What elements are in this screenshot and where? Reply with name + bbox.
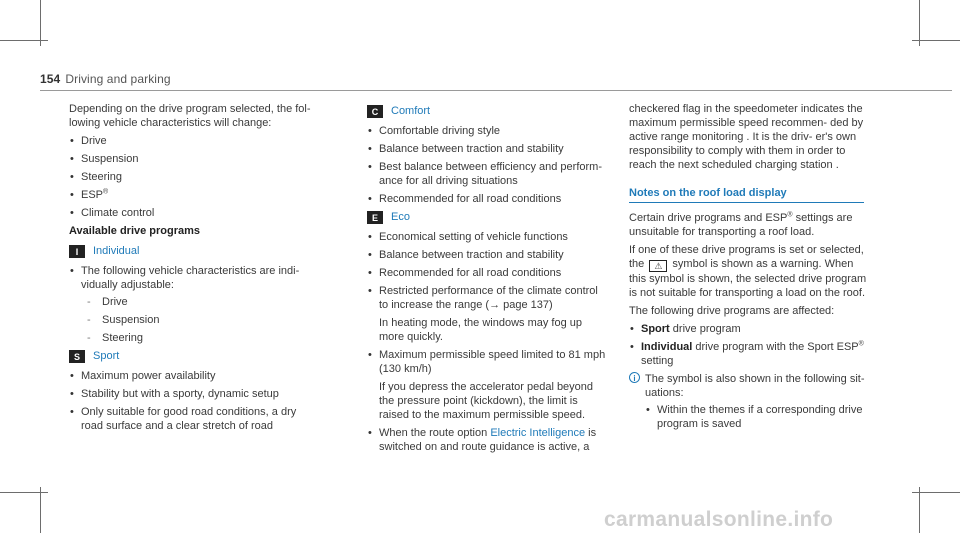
sport-list <box>69 369 319 433</box>
individual-label: Individual <box>93 245 140 257</box>
continued-text: checkered flag in the speedometer indicates the maximum permissible speed recommen- ded by active range monitoring . It is the driv- er's own responsibility to comply with them in order to reach the next scheduled charging station . <box>629 103 864 171</box>
comfort-list <box>367 124 607 206</box>
list-item: • Recommended for all road conditions <box>367 266 607 280</box>
comfort-icon: C <box>367 105 383 118</box>
list-item: • Steering <box>69 170 319 184</box>
individual-sub-list <box>81 295 319 345</box>
list-item: • When the route option Electric Intelligence is switched on and route guidance is active, a <box>367 426 607 454</box>
column-1 <box>69 102 319 437</box>
intro-text: Depending on the drive program selected, the fol- lowing vehicle characteristics will change: <box>69 103 311 129</box>
affected-list <box>629 322 869 368</box>
list-item: • Suspension <box>69 152 319 166</box>
list-item: • Within the themes if a corresponding drive program is saved <box>645 403 869 431</box>
individual-icon: I <box>69 245 85 258</box>
list-item: • Drive <box>69 134 319 148</box>
column-2 <box>367 102 607 458</box>
list-item: • Maximum permissible speed limited to 81 mph (130 km/h) If you depress the accelerator pedal beyond the pressure point (kickdown), the limit is raised to the maximum permissible speed. <box>367 348 607 422</box>
eco-note: In heating mode, the windows may fog up more quickly. <box>379 317 583 343</box>
list-item: • Comfortable driving style <box>367 124 607 138</box>
section-heading: Notes on the roof load display <box>629 187 787 199</box>
page-reference-link[interactable]: → page 137) <box>489 299 553 311</box>
sport-icon: S <box>69 350 85 363</box>
crop-mark <box>912 40 960 41</box>
crop-mark <box>0 40 48 41</box>
list-item: • Stability but with a sporty, dynamic setup <box>69 387 319 401</box>
individual-list <box>69 264 319 345</box>
crop-mark <box>40 487 41 533</box>
list-item: • Balance between traction and stability <box>367 248 607 262</box>
header-rule <box>40 90 952 91</box>
eco-note: If you depress the accelerator pedal beyond the pressure point (kickdown), the limit is raised to the maximum permissible speed. <box>379 381 594 421</box>
list-item: - Steering <box>81 331 319 345</box>
list-item: • Balance between traction and stability <box>367 142 607 156</box>
list-item: • Only suitable for good road conditions, a dry road surface and a clear stretch of road <box>69 405 319 433</box>
list-item: • Restricted performance of the climate control to increase the range (→ page 137) In heating mode, the windows may fog up more quickly. <box>367 284 607 344</box>
watermark: carmanualsonline.info <box>604 508 834 531</box>
list-item: • Best balance between efficiency and perform- ance for all driving situations <box>367 160 607 188</box>
list-item: • ESP® <box>69 188 319 202</box>
list-item: • Climate control <box>69 206 319 220</box>
individual-program <box>69 244 319 258</box>
paragraph: Certain drive programs and ESP® settings are unsuitable for transporting a roof load. <box>629 211 853 238</box>
crop-mark <box>912 492 960 493</box>
comfort-program <box>367 104 607 118</box>
column-3 <box>629 102 869 435</box>
list-item: • Maximum power availability <box>69 369 319 383</box>
list-item: • Recommended for all road conditions <box>367 192 607 206</box>
list-item: • Sport drive program <box>629 322 869 336</box>
paragraph: If one of these drive programs is set or selected, the ⚠ symbol is shown as a warning. When this symbol is shown, the selected drive program is not suitable for transporting a load on the roof. <box>629 244 867 299</box>
crop-mark <box>919 487 920 533</box>
list-item: • Individual drive program with the Sport ESP® setting <box>629 340 869 368</box>
sport-label: Sport <box>93 350 120 362</box>
roof-load-warning-icon: ⚠ <box>649 260 667 272</box>
info-note: i The symbol is also shown in the following sit- uations: • Within the themes if a corresponding drive program is saved <box>629 372 869 431</box>
note-list <box>645 403 869 431</box>
change-list <box>69 134 319 220</box>
paragraph: The following drive programs are affected: <box>629 305 835 317</box>
electric-intelligence-link: Electric Intelligence <box>490 427 586 439</box>
comfort-label: Comfort <box>391 105 431 117</box>
page-number: 154 <box>40 72 61 86</box>
list-item: - Suspension <box>81 313 319 327</box>
page-header <box>40 72 171 86</box>
eco-program <box>367 210 607 224</box>
eco-list <box>367 230 607 454</box>
available-programs-heading: Available drive programs <box>69 225 201 237</box>
info-icon: i <box>629 372 640 383</box>
list-item: - Drive <box>81 295 319 309</box>
list-item: • Economical setting of vehicle functions <box>367 230 607 244</box>
list-item: • The following vehicle characteristics are indi- vidually adjustable: - Drive - Suspension - Steering <box>69 264 319 345</box>
eco-icon: E <box>367 211 383 224</box>
section-title: Driving and parking <box>65 72 171 86</box>
crop-mark <box>0 492 48 493</box>
sport-program <box>69 349 319 363</box>
section-rule <box>629 202 864 203</box>
eco-label: Eco <box>391 211 410 223</box>
